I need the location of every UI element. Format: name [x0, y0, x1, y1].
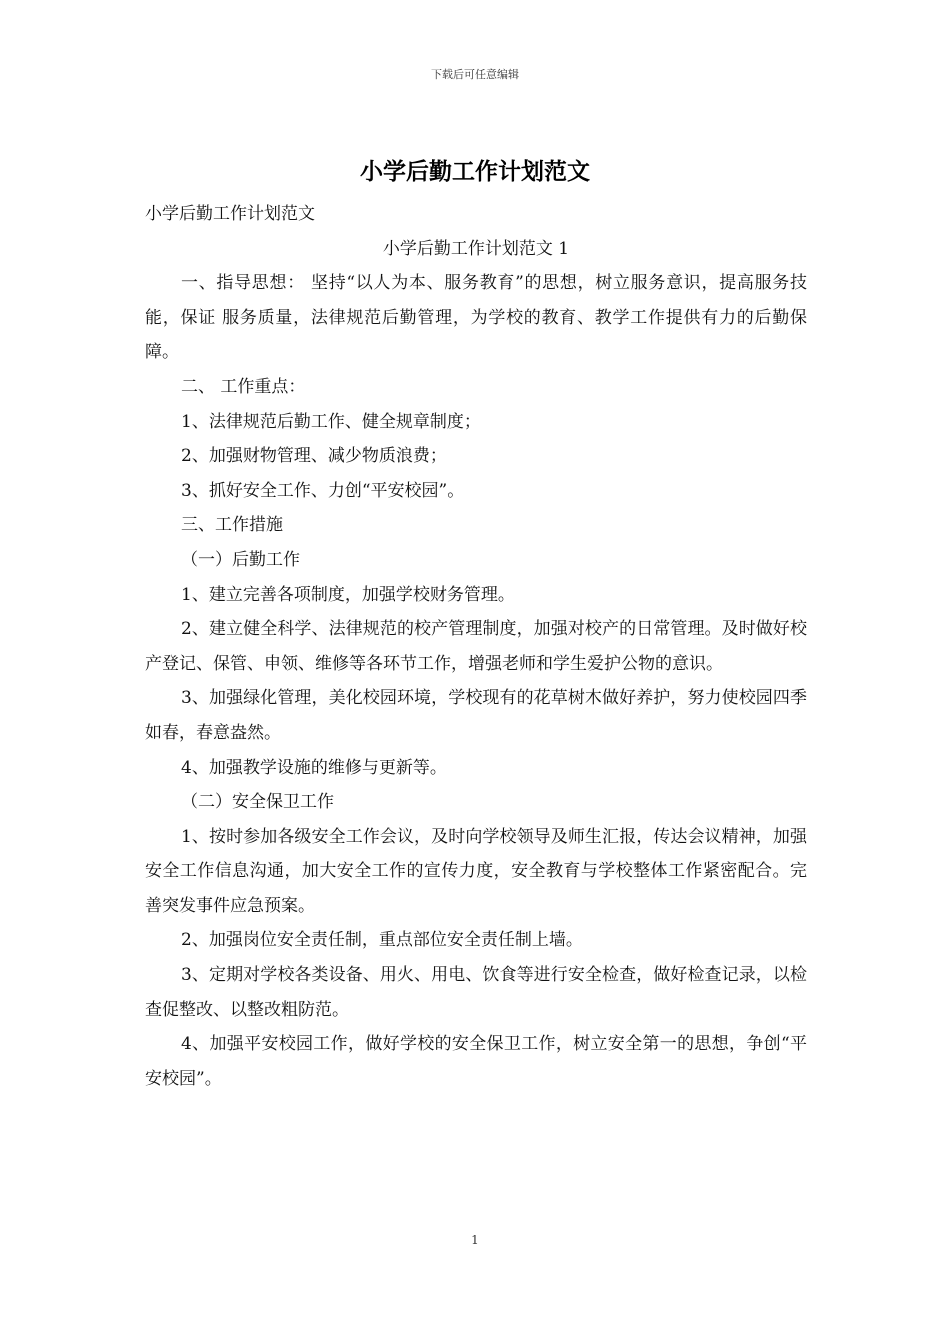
paragraph-logistics-4: 4、加强教学设施的维修与更新等。	[181, 757, 447, 778]
paragraph-security-heading: （二）安全保卫工作	[181, 792, 334, 813]
paragraph-security-3: 3、定期对学校各类设备、用火、用电、饮食等进行安全检查，做好检查记录，以检查促整改、以整改粗防范。	[145, 965, 807, 1020]
paragraph-logistics-heading: （一）后勤工作	[181, 549, 300, 570]
header-note: 下载后可任意编辑	[431, 68, 519, 81]
document-title: 小学后勤工作计划范文	[360, 159, 590, 185]
section-heading: 小学后勤工作计划范文 1	[382, 238, 570, 259]
paragraph-focus-2: 2、加强财物管理、减少物质浪费；	[181, 446, 447, 467]
subtitle-line: 小学后勤工作计划范文	[145, 204, 315, 224]
paragraph-logistics-2: 2、建立健全科学、法律规范的校产管理制度，加强对校产的日常管理。及时做好校产登记、保管、申领、维修等各环节工作，增强老师和学生爱护公物的意识。	[145, 619, 807, 674]
paragraph-measures-heading: 三、工作措施	[181, 515, 283, 536]
paragraph-logistics-1: 1、建立完善各项制度，加强学校财务管理。	[181, 584, 515, 605]
page-number: 1	[471, 1233, 479, 1247]
paragraph-security-1: 1、按时参加各级安全工作会议，及时向学校领导及师生汇报，传达会议精神，加强安全工作信息沟通，加大安全工作的宣传力度，安全教育与学校整体工作紧密配合。完善突发事件应急预案。	[145, 826, 807, 916]
paragraph-logistics-3: 3、加强绿化管理，美化校园环境，学校现有的花草树木做好养护，努力使校园四季如春，春意盎然。	[145, 688, 807, 743]
paragraph-focus-3: 3、抓好安全工作、力创“平安校园”。	[181, 480, 465, 501]
paragraph-work-focus-heading: 二、 工作重点：	[181, 376, 306, 397]
paragraph-guiding-thought: 一、指导思想： 坚持“以人为本、服务教育”的思想，树立服务意识，提高服务技能，保证 服务质量，法律规范后勤管理，为学校的教育、教学工作提供有力的后勤保障。	[145, 273, 807, 363]
document-body	[145, 197, 807, 1096]
paragraph-security-2: 2、加强岗位安全责任制，重点部位安全责任制上墙。	[181, 930, 583, 951]
paragraph-focus-1: 1、法律规范后勤工作、健全规章制度；	[181, 411, 481, 432]
paragraph-security-4: 4、加强平安校园工作，做好学校的安全保卫工作，树立安全第一的思想，争创“平安校园”。	[145, 1034, 807, 1089]
